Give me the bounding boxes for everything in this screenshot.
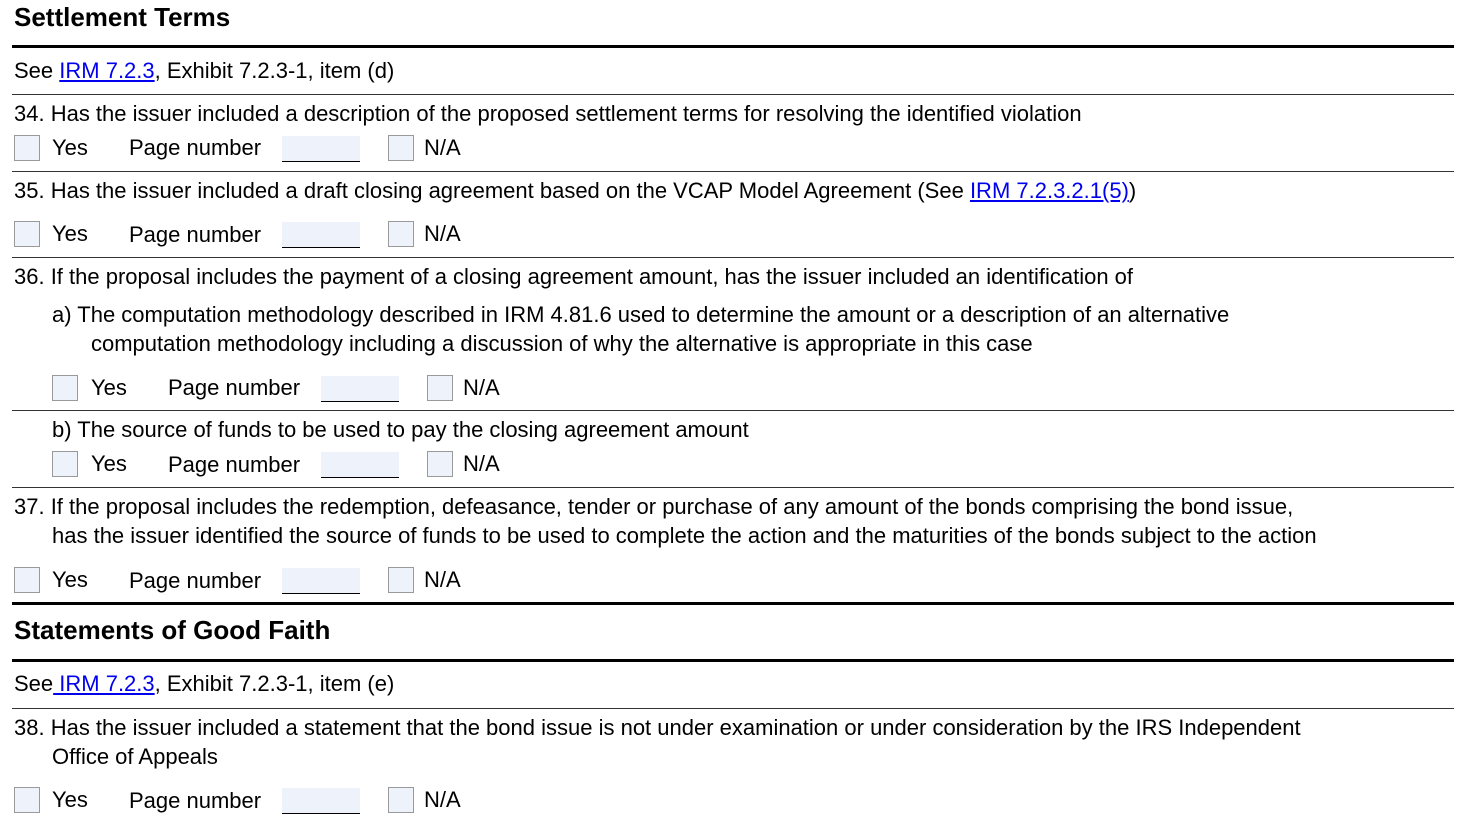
q38-yes-checkbox[interactable] [14,787,40,813]
q35-na-checkbox[interactable] [388,221,414,247]
q34-page-number-input[interactable] [282,136,360,162]
q36b-yes-checkbox[interactable] [52,451,78,477]
q34-na-checkbox[interactable] [388,135,414,161]
q38-na-checkbox[interactable] [388,787,414,813]
divider [12,257,1454,258]
na-label: N/A [424,787,461,812]
irm-7-2-3-2-1-link[interactable]: IRM 7.2.3.2.1(5) [969,178,1129,203]
page-number-label: Page number [129,788,262,813]
question-34: 34. Has the issuer included a description of the proposed settlement terms for resolving the identified violation [14,101,1082,126]
reference-line [14,56,394,85]
q34-yes-checkbox[interactable] [14,135,40,161]
q36a-page-number-input[interactable] [321,376,399,402]
question-36: 36. If the proposal includes the payment of a closing agreement amount, has the issuer included an identification of [14,264,1134,289]
divider [12,171,1454,172]
na-label: N/A [424,135,461,160]
section-heading-settlement-terms: Settlement Terms [14,2,231,32]
q35-page-number-input[interactable] [282,222,360,248]
section-divider [12,659,1454,662]
question-37-line1: 37. If the proposal includes the redemption, defeasance, tender or purchase of any amount of the bonds comprising the bond issue, [14,494,1294,519]
q36b-na-checkbox[interactable] [427,451,453,477]
na-label: N/A [463,375,500,400]
question-36a-line2: computation methodology including a discussion of why the alternative is appropriate in this case [91,331,1033,356]
q37-na-checkbox[interactable] [388,567,414,593]
page-number-label: Page number [129,222,262,247]
question-36b: b) The source of funds to be used to pay the closing agreement amount [52,417,749,442]
q37-page-number-input[interactable] [282,568,360,594]
reference-prefix: See [14,58,60,83]
yes-label: Yes [91,451,127,476]
page-number-label: Page number [168,452,301,477]
page-number-label: Page number [168,375,301,400]
yes-label: Yes [52,787,88,812]
question-36a-line1: a) The computation methodology described in IRM 4.81.6 used to determine the amount or a description of an alternative [52,302,1230,327]
yes-label: Yes [52,135,88,160]
q36a-na-checkbox[interactable] [427,375,453,401]
divider [12,94,1454,95]
yes-label: Yes [52,567,88,592]
na-label: N/A [463,451,500,476]
section-divider [12,602,1454,605]
q36b-page-number-input[interactable] [321,452,399,478]
q37-yes-checkbox[interactable] [14,567,40,593]
question-38-line1: 38. Has the issuer included a statement that the bond issue is not under examination or under consideration by the IRS Independent [14,715,1301,740]
section-divider [12,45,1454,48]
irm-link[interactable]: IRM 7.2.3 [53,671,155,696]
yes-label: Yes [91,375,127,400]
question-35 [14,176,1136,205]
na-label: N/A [424,567,461,592]
page-number-label: Page number [129,135,262,160]
reference-line [14,669,394,698]
reference-prefix: See [14,671,54,696]
yes-label: Yes [52,221,88,246]
irm-link[interactable]: IRM 7.2.3 [59,58,155,83]
q36a-yes-checkbox[interactable] [52,375,78,401]
question-35-text: 35. Has the issuer included a draft closing agreement based on the VCAP Model Agreement (See [14,178,970,203]
na-label: N/A [424,221,461,246]
divider [12,708,1454,709]
reference-suffix: , Exhibit 7.2.3-1, item (d) [154,58,395,83]
q38-page-number-input[interactable] [282,788,360,814]
divider [12,410,1454,411]
reference-suffix: , Exhibit 7.2.3-1, item (e) [154,671,395,696]
question-38-line2: Office of Appeals [52,744,218,769]
page-number-label: Page number [129,568,262,593]
question-37-line2: has the issuer identified the source of funds to be used to complete the action and the maturities of the bonds subject to the action [52,523,1317,548]
question-35-suffix: ) [1128,178,1137,203]
divider [12,487,1454,488]
q35-yes-checkbox[interactable] [14,221,40,247]
section-heading-statements-of-good-faith: Statements of Good Faith [14,615,331,645]
